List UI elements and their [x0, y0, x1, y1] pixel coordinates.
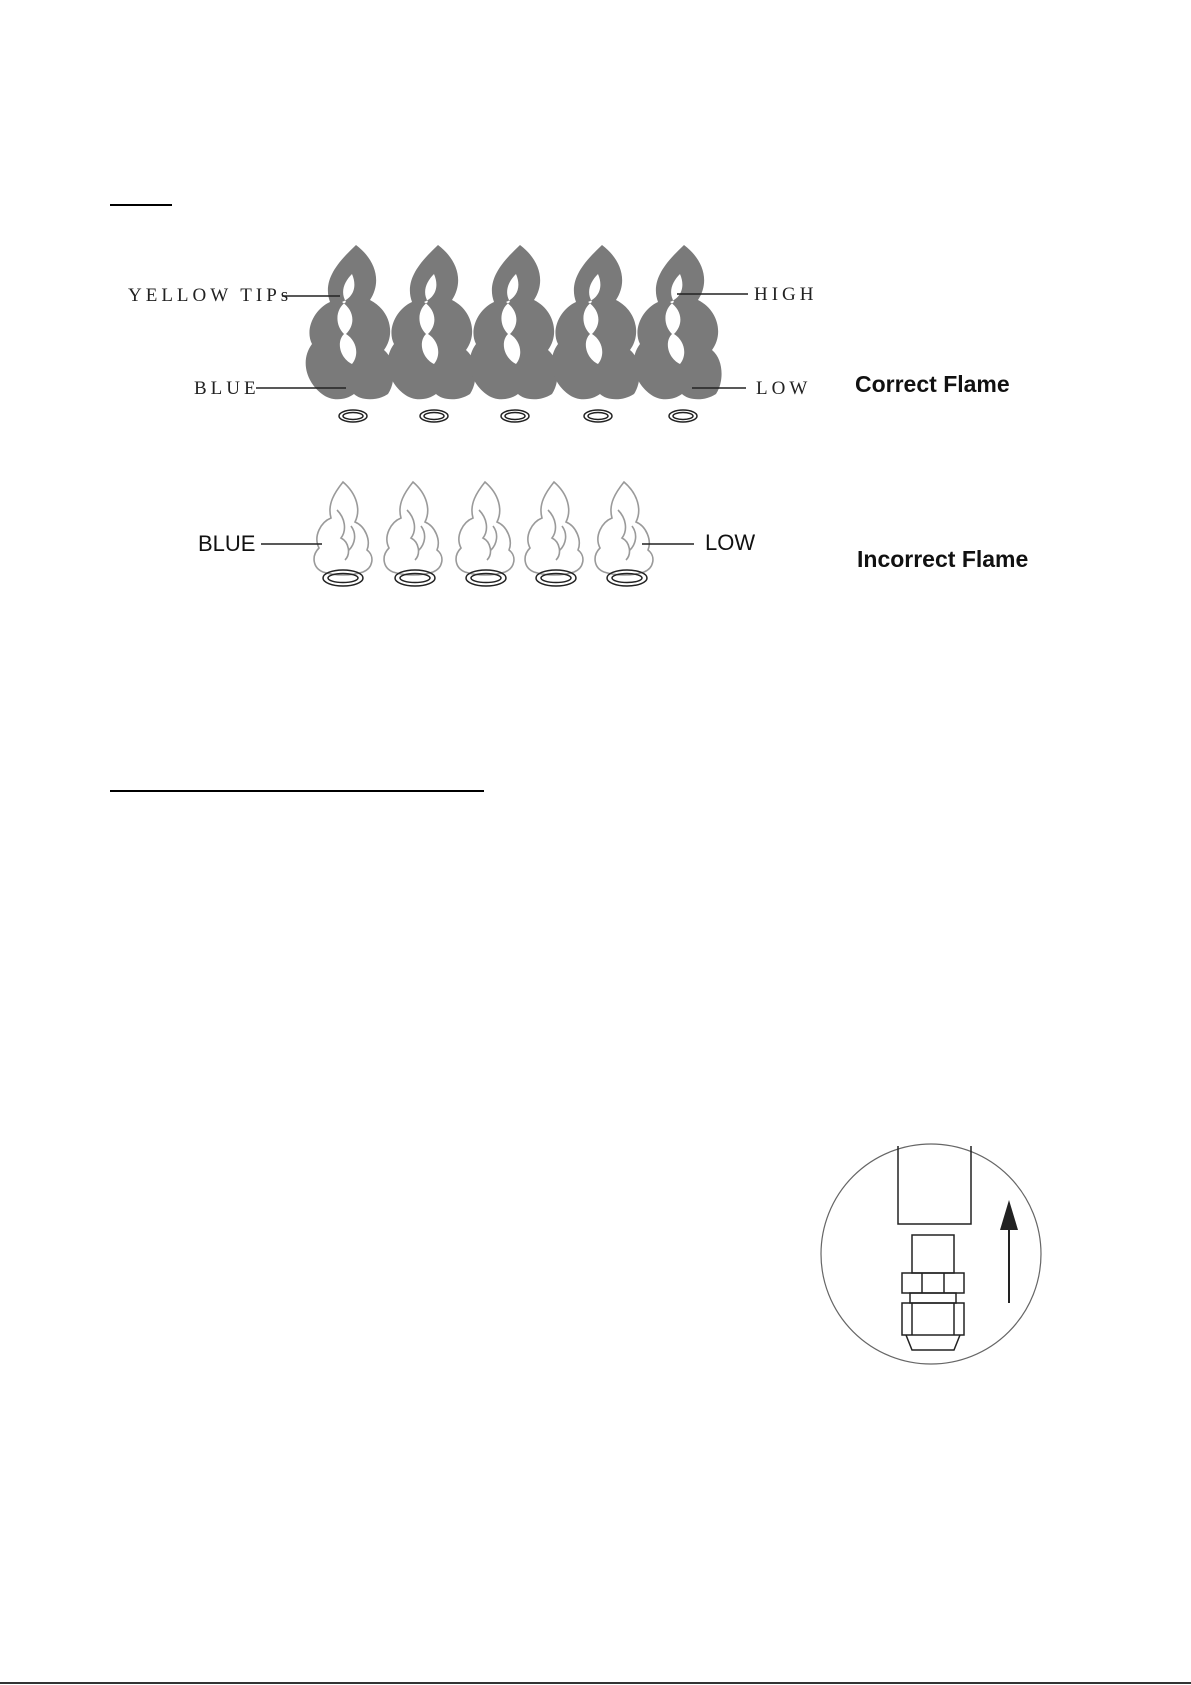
up-arrow-icon — [1000, 1200, 1018, 1303]
label-high: HIGH — [754, 284, 818, 305]
label-low: LOW — [705, 530, 756, 555]
burner-port-icon — [395, 570, 435, 586]
label-low: LOW — [756, 378, 812, 399]
label-blue: BLUE — [194, 378, 260, 399]
flame-icon — [470, 245, 558, 399]
burner-port-icon — [536, 570, 576, 586]
page-bottom-rule — [0, 1682, 1191, 1684]
label-blue: BLUE — [198, 531, 256, 556]
label-yellow-tips: YELLOW TIPs — [128, 285, 293, 306]
flame-icon — [552, 245, 640, 399]
caption-correct-flame: Correct Flame — [855, 371, 1010, 397]
caption-incorrect-flame: Incorrect Flame — [857, 546, 1029, 572]
flame-icon — [314, 482, 372, 575]
flame-icon — [306, 245, 394, 399]
flame-icon — [634, 245, 722, 399]
incorrect-flame-row — [198, 482, 755, 586]
burner-port-icon — [323, 570, 363, 586]
flame-icon — [525, 482, 583, 575]
correct-flame-row — [128, 245, 818, 422]
burner-port-icon — [466, 570, 506, 586]
flame-icon — [595, 482, 653, 575]
flame-icon — [456, 482, 514, 575]
flame-icon — [388, 245, 476, 399]
burner-port-icon — [607, 570, 647, 586]
flame-icon — [384, 482, 442, 575]
